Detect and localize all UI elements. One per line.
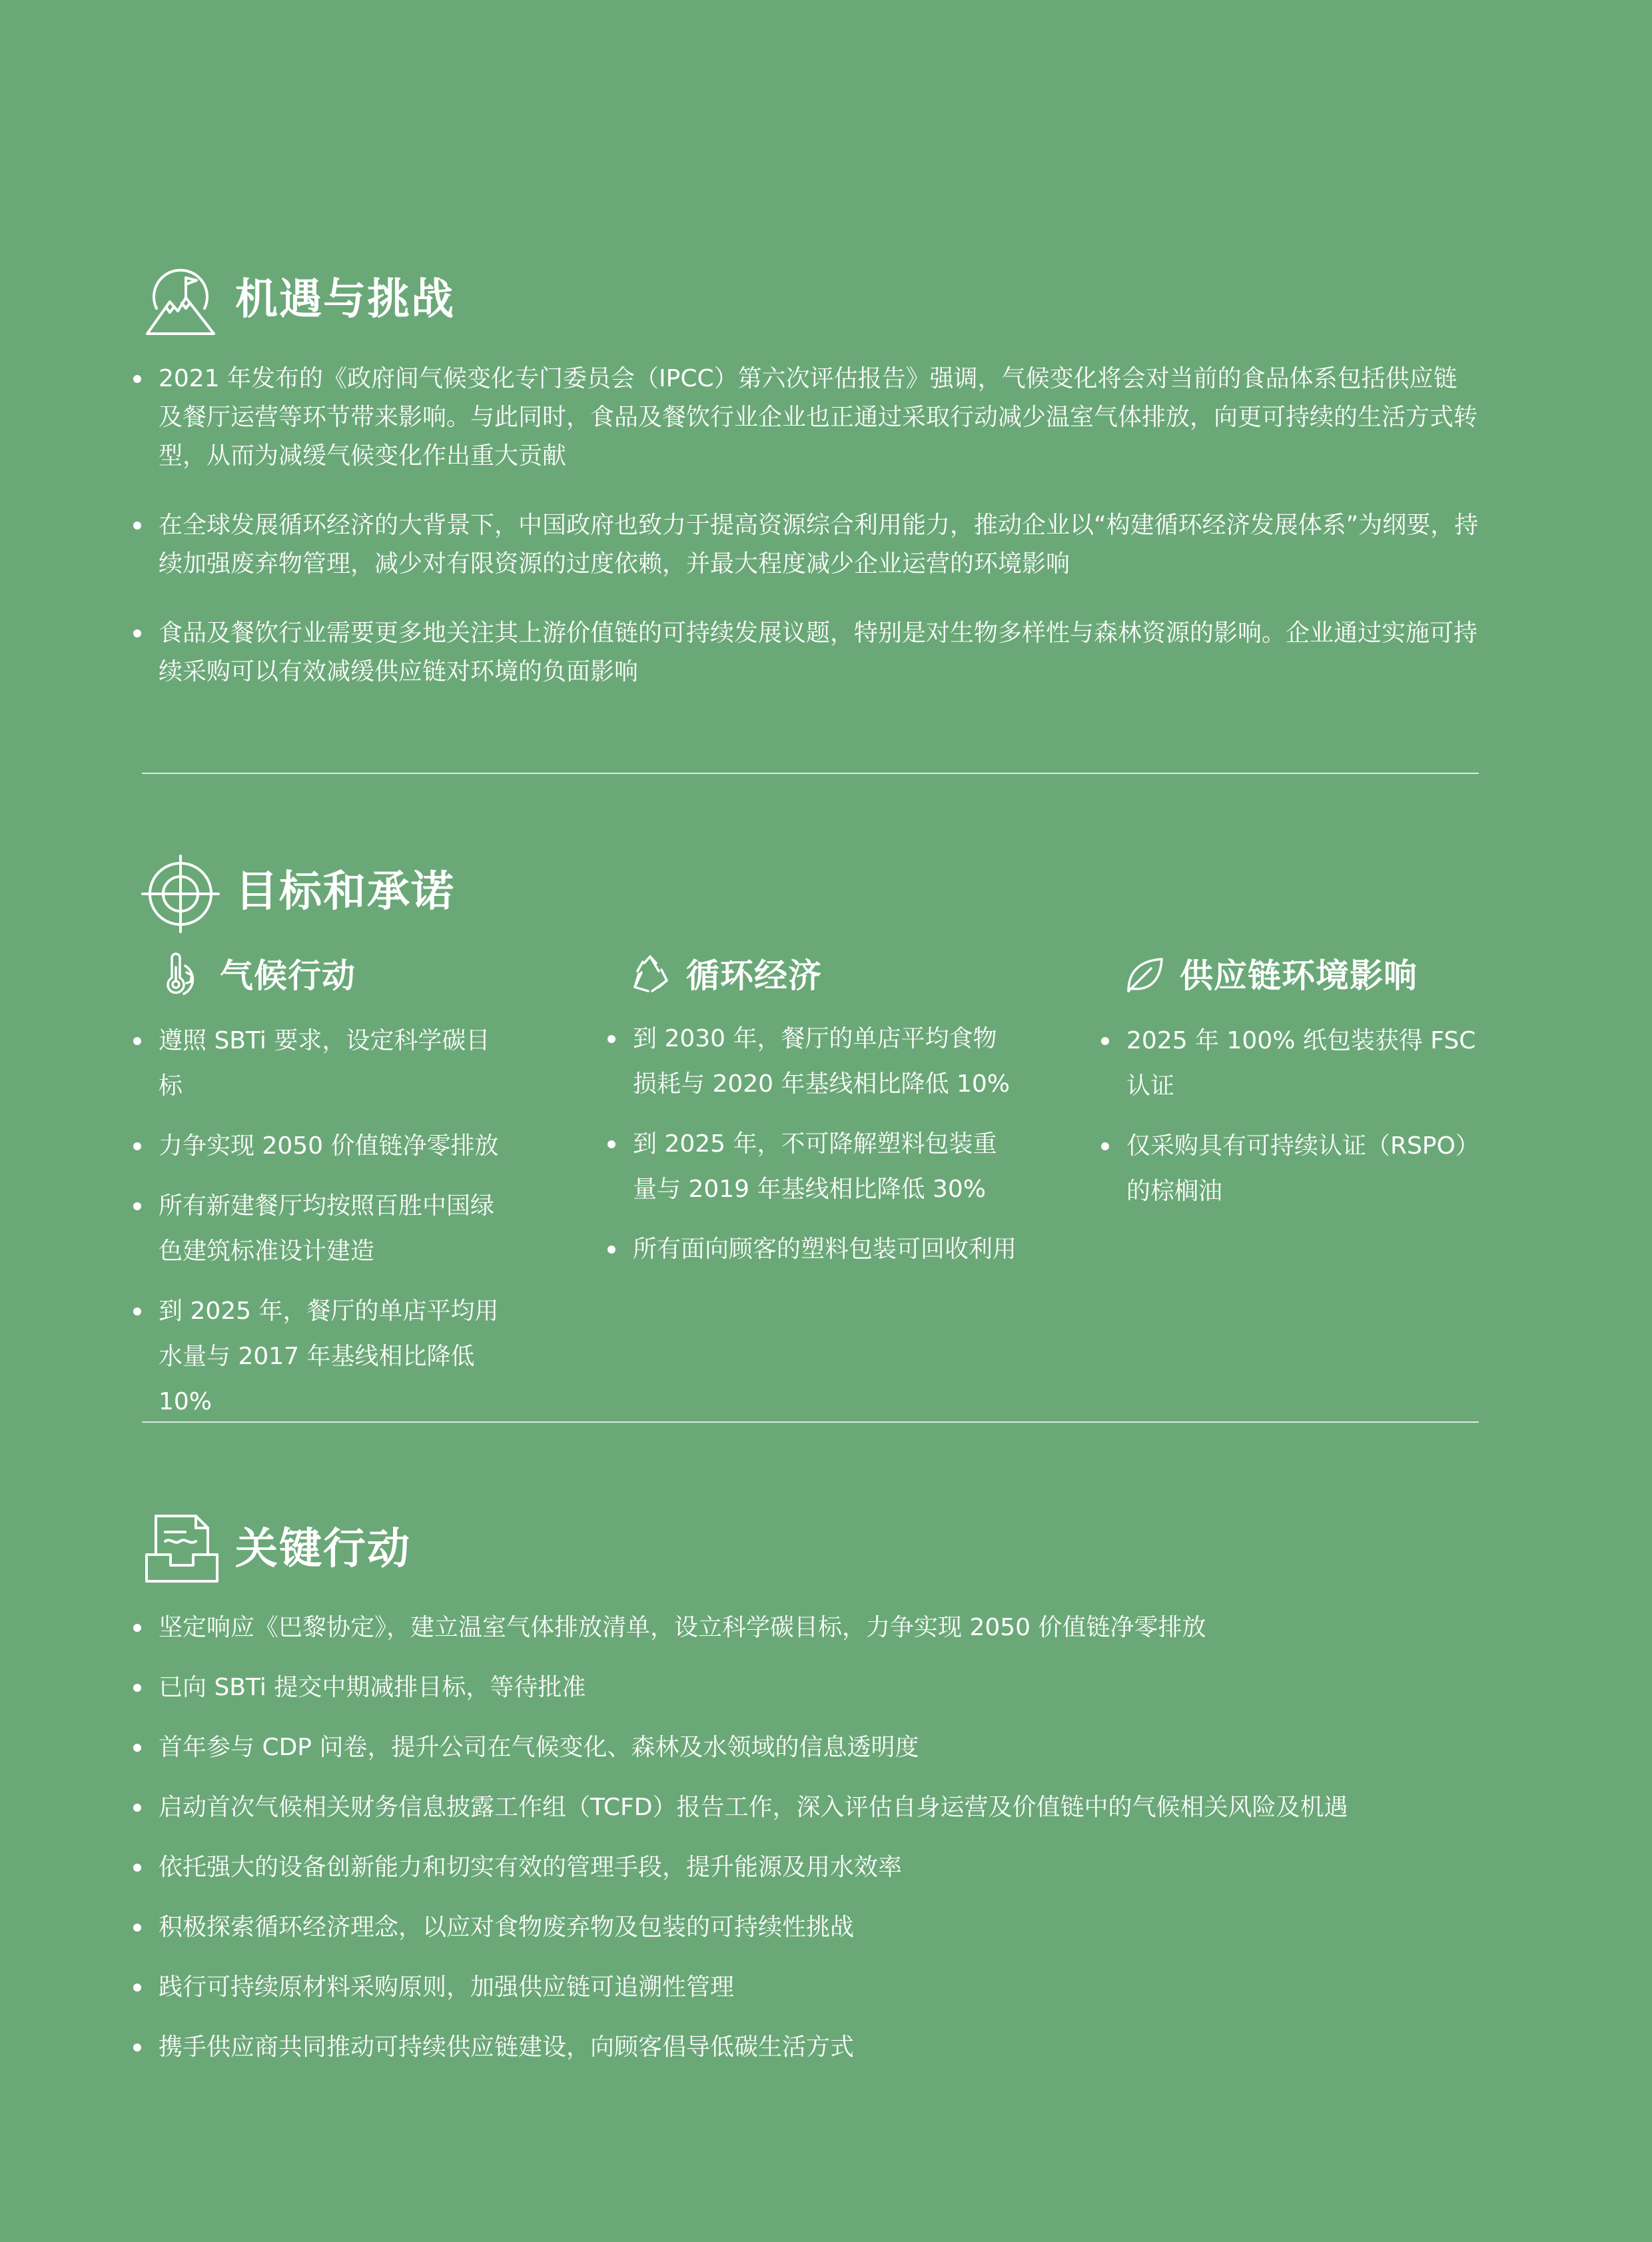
column-circular-title: 循环经济	[686, 956, 822, 995]
list-item: 所有新建餐厅均按照百胜中国绿色建筑标准设计建造	[133, 1184, 513, 1274]
opportunities-title: 机遇与挑战	[235, 275, 455, 324]
list-item: 在全球发展循环经济的大背景下，中国政府也致力于提高资源综合利用能力，推动企业以“构建循环经济发展体系”为纲要，持续加强废弃物管理，减少对有限资源的过度依赖，并最大程度减少企业运营的环境影响	[133, 506, 1479, 583]
column-climate-title: 气候行动	[220, 956, 356, 995]
climate-goals-list	[133, 1018, 513, 1439]
goals-title: 目标和承诺	[235, 867, 455, 917]
list-item: 积极探索循环经济理念，以应对食物废弃物及包装的可持续性挑战	[133, 1908, 1479, 1947]
list-item: 已向 SBTi 提交中期减排目标，等待批准	[133, 1669, 1479, 1707]
circular-goals-list	[608, 1016, 1021, 1287]
document-tray-icon	[145, 1512, 218, 1585]
leaf-icon	[1124, 955, 1164, 995]
opportunities-list	[133, 360, 1479, 722]
list-item: 力争实现 2050 价值链净零排放	[133, 1124, 513, 1169]
section-divider	[142, 1421, 1479, 1423]
list-item: 携手供应商共同推动可持续供应链建设，向顾客倡导低碳生活方式	[133, 2028, 1479, 2067]
list-item: 食品及餐饮行业需要更多地关注其上游价值链的可持续发展议题，特别是对生物多样性与森林资源的影响。企业通过实施可持续采购可以有效减缓供应链对环境的负面影响	[133, 614, 1479, 691]
recycle-icon	[629, 954, 671, 995]
column-supply-chain-title: 供应链环境影响	[1180, 956, 1418, 995]
list-item: 2021 年发布的《政府间气候变化专门委员会（IPCC）第六次评估报告》强调，气候变化将会对当前的食品体系包括供应链及餐厅运营等环节带来影响。与此同时，食品及餐饮行业企业也正通过采取行动减少温室气体排放，向更可持续的生活方式转型，从而为减缓气候变化作出重大贡献	[133, 360, 1479, 476]
list-item: 到 2025 年，不可降解塑料包装重量与 2019 年基线相比降低 30%	[608, 1122, 1021, 1212]
list-item: 首年参与 CDP 问卷，提升公司在气候变化、森林及水领域的信息透明度	[133, 1728, 1479, 1767]
actions-title: 关键行动	[235, 1525, 411, 1574]
actions-list	[133, 1609, 1479, 2088]
supply-chain-goals-list	[1101, 1018, 1481, 1229]
list-item: 启动首次气候相关财务信息披露工作组（TCFD）报告工作，深入评估自身运营及价值链中的气候相关风险及机遇	[133, 1788, 1479, 1827]
list-item: 坚定响应《巴黎协定》，建立温室气体排放清单，设立科学碳目标，力争实现 2050 价值链净零排放	[133, 1609, 1479, 1647]
list-item: 2025 年 100% 纸包装获得 FSC 认证	[1101, 1018, 1481, 1109]
list-item: 到 2025 年，餐厅的单店平均用水量与 2017 年基线相比降低 10%	[133, 1289, 513, 1425]
section-divider	[142, 773, 1479, 774]
thermometer-globe-icon	[157, 952, 200, 995]
mountain-flag-icon	[143, 263, 218, 338]
list-item: 到 2030 年，餐厅的单店平均食物损耗与 2020 年基线相比降低 10%	[608, 1016, 1021, 1107]
list-item: 仅采购具有可持续认证（RSPO）的棕榈油	[1101, 1124, 1481, 1214]
list-item: 遵照 SBTi 要求，设定科学碳目标	[133, 1018, 513, 1109]
list-item: 所有面向顾客的塑料包装可回收利用	[608, 1227, 1021, 1272]
list-item: 践行可持续原材料采购原则，加强供应链可追溯性管理	[133, 1968, 1479, 2007]
target-icon	[141, 855, 220, 933]
list-item: 依托强大的设备创新能力和切实有效的管理手段，提升能源及用水效率	[133, 1848, 1479, 1887]
